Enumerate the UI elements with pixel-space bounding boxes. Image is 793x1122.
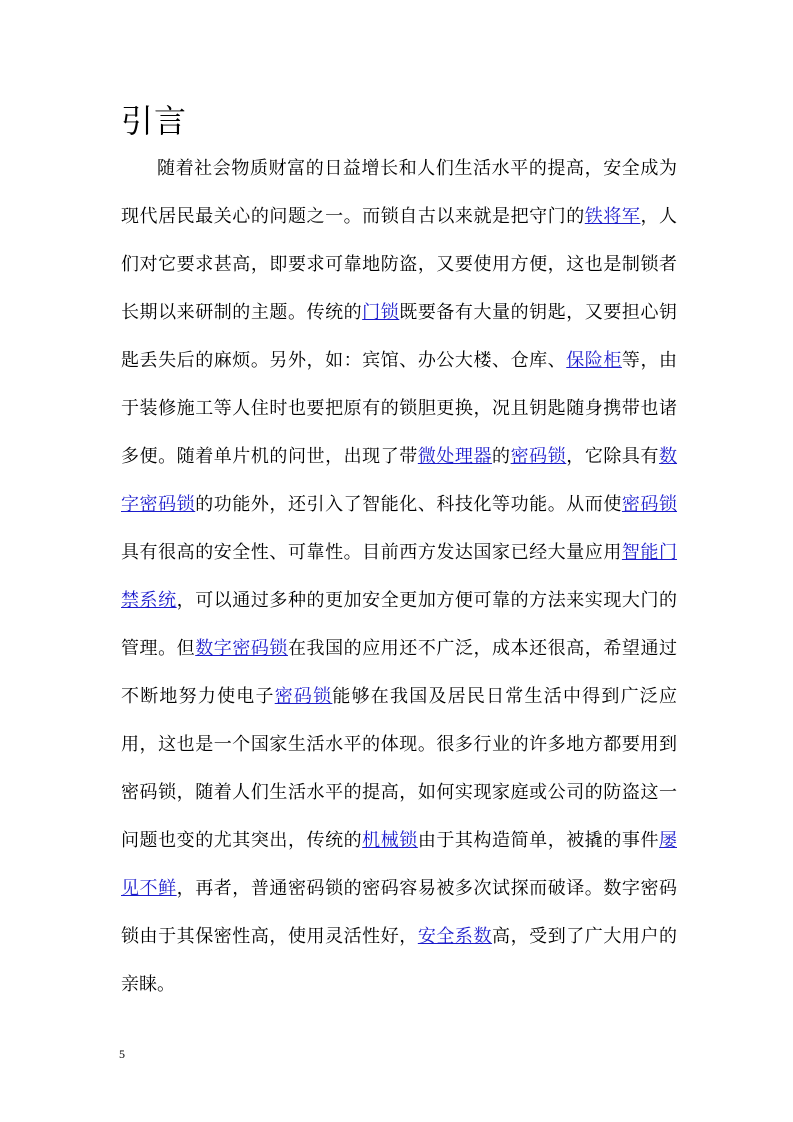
- text-segment: ，可以通过多种的更加安全更加方便可靠的方法来实现大门的管理。但: [121, 590, 677, 659]
- text-segment: ，它除具有: [566, 446, 660, 467]
- hyperlink-tie-jiang-jun[interactable]: 铁将军: [584, 206, 641, 227]
- text-segment: ，再者，普通密码锁的密码容易被多次试探而破译。数字密码锁由于其保密性高，使用灵活性好，: [121, 878, 677, 947]
- text-segment: 高，受到了广大用户的亲睐。: [121, 926, 678, 995]
- text-segment: 能够在我国及居民日常生活中得到广泛应用，这也是一个国家生活水平的体现。很多行业的许多地方都要用到密码锁，随着人们生活水平的提高，如何实现家庭或公司的防盗这一问题也变的尤其突出，传统的: [121, 686, 678, 851]
- text-segment: ，人们对它要求甚高，即要求可靠地防盗，又要使用方便，这也是制锁者长期以来研制的主题。传统的: [121, 206, 678, 323]
- hyperlink-an-quan-xi-shu[interactable]: 安全系数: [417, 926, 493, 947]
- body-paragraph: [121, 145, 677, 1009]
- hyperlink-zhi-neng-men-jin-xi-tong[interactable]: 智能门禁系统: [121, 542, 678, 611]
- section-title: 引言: [121, 102, 188, 140]
- hyperlink-wei-chu-li-qi[interactable]: 微处理器: [417, 446, 493, 467]
- hyperlink-mi-ma-suo[interactable]: 密码锁: [510, 446, 567, 467]
- text-segment: 既要备有大量的钥匙，又要担心钥匙丢失后的麻烦。另外，如：宾馆、办公大楼、仓库、: [121, 302, 678, 371]
- text-segment: 的: [492, 446, 511, 467]
- hyperlink-mi-ma-suo[interactable]: 密码锁: [274, 686, 333, 707]
- hyperlink-men-suo[interactable]: 门锁: [362, 302, 400, 323]
- page-number: 5: [119, 1047, 125, 1061]
- hyperlink-ji-xie-suo[interactable]: 机械锁: [362, 830, 418, 851]
- hyperlink-mi-ma-suo[interactable]: 密码锁: [621, 494, 678, 515]
- text-segment: 在我国的应用还不广泛，成本还很高，希望通过不断地努力使电子: [121, 638, 678, 707]
- text-segment: 由于其构造简单，被撬的事件: [417, 830, 659, 851]
- hyperlink-shu-zi-mi-ma-suo[interactable]: 数字密码锁: [195, 638, 288, 659]
- hyperlink-bao-xian-gui[interactable]: 保险柜: [566, 350, 622, 371]
- text-segment: 具有很高的安全性、可靠性。目前西方发达国家已经大量应用: [121, 542, 622, 563]
- text-segment: 随着社会物质财富的日益增长和人们生活水平的提高，安全成为现代居民最关心的问题之一。而锁自古以来就是把守门的: [121, 158, 677, 227]
- text-segment: 等，由于装修施工等人住时也要把原有的锁胆更换，况且钥匙随身携带也诸多便。随着单片机的问世，出现了带: [121, 350, 678, 467]
- hyperlink-shu-zi-mi-ma-suo[interactable]: 数字密码锁: [121, 446, 678, 515]
- text-segment: 的功能外，还引入了智能化、科技化等功能。从而使: [195, 494, 622, 515]
- hyperlink-lv-jian-bu-xian[interactable]: 屡见不鲜: [121, 830, 677, 899]
